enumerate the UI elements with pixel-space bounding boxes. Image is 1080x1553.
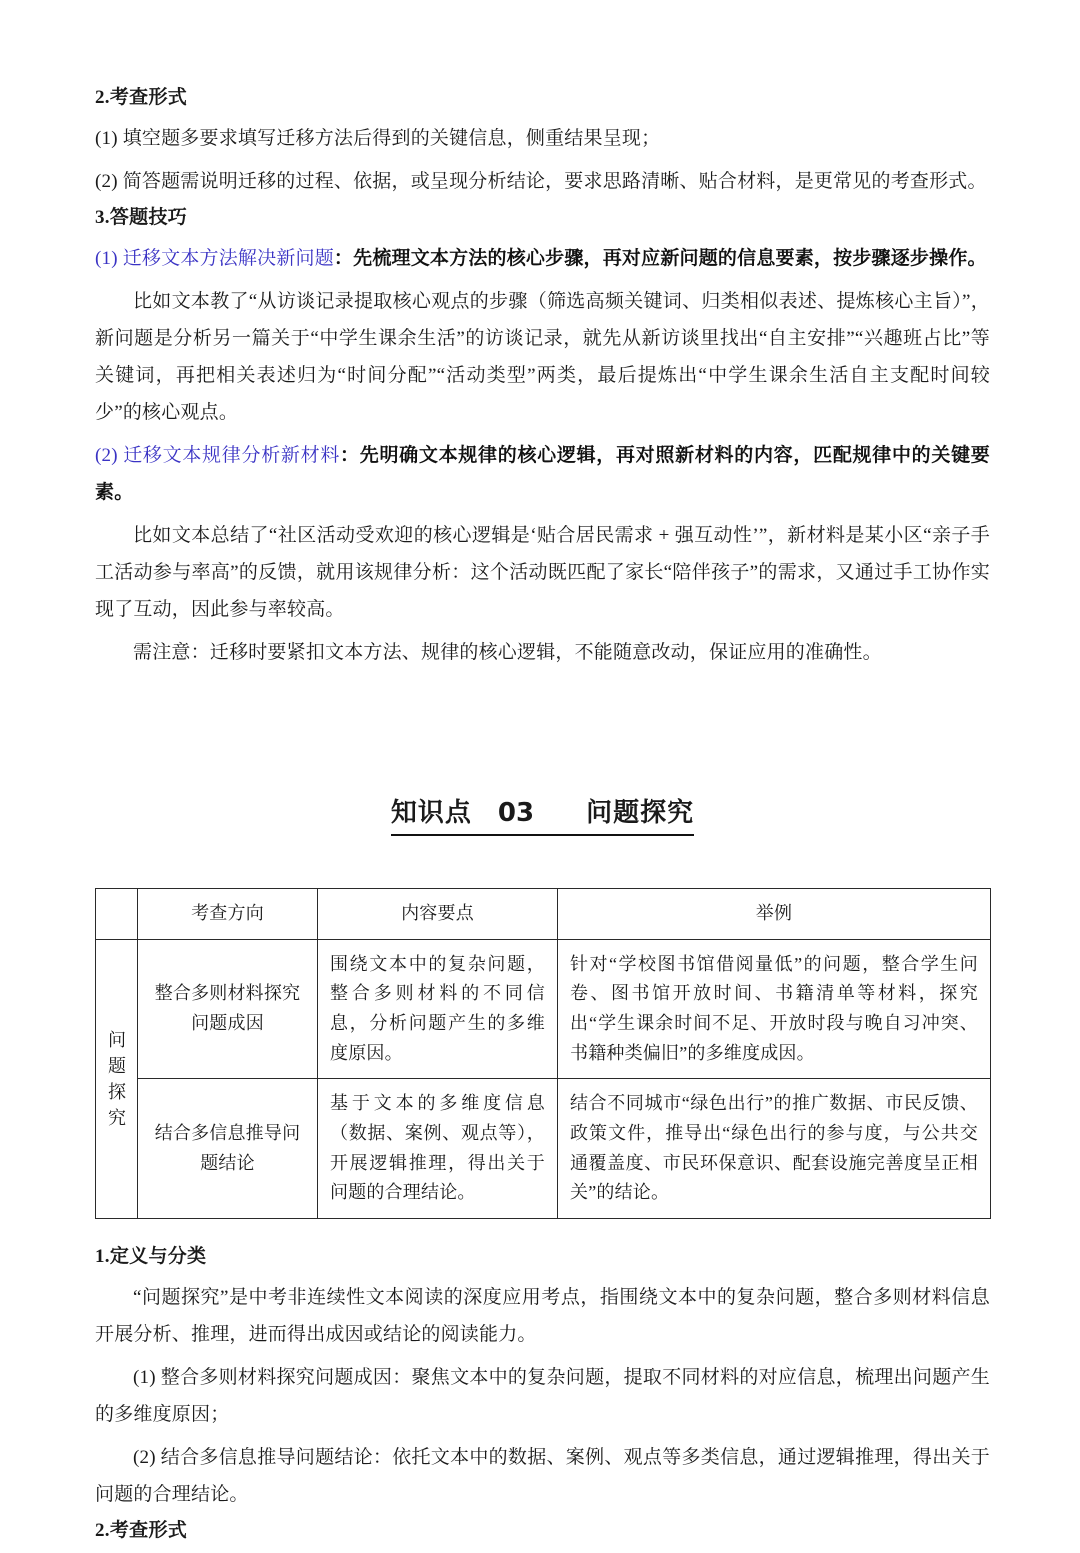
table-header-points: 内容要点 [318, 888, 558, 939]
skill-2-label: 迁移文本规律分析新材料 [123, 444, 341, 466]
skill-2-title [95, 437, 990, 511]
skill-2-marker: (2) [95, 444, 124, 466]
row2-example: 结合不同城市“绿色出行”的推广数据、市民反馈、政策文件，推导出“绿色出行的参与度，与公共交通覆盖度、市民环保意识、配套设施完善度呈正相关”的结论。 [558, 1079, 991, 1219]
group-char-2: 题 [108, 1055, 127, 1076]
knowledge-point-title [391, 797, 694, 836]
skill-1-title [95, 240, 990, 277]
spacer-before-table [95, 836, 990, 888]
row2-points: 基于文本的多维度信息（数据、案例、观点等），开展逻辑推理，得出关于问题的合理结论。 [318, 1079, 558, 1219]
skill-1-label: 迁移文本方法解决新问题 [122, 247, 334, 269]
group-char-4: 究 [108, 1107, 127, 1128]
definition-item-2: (2) 结合多信息推导问题结论：依托文本中的数据、案例、观点等多类信息，通过逻辑推理，得出关于问题的合理结论。 [95, 1447, 990, 1506]
group-char-3: 探 [108, 1081, 127, 1102]
knowledge-point-prefix: 知识点 [390, 798, 472, 829]
vertical-spacer [95, 677, 990, 797]
row1-points: 围绕文本中的复杂问题，整合多则材料的不同信息，分析问题产生的多维度原因。 [318, 939, 558, 1079]
table-group-label [96, 939, 138, 1219]
heading-answer-skills: 3.答题技巧 [95, 206, 188, 228]
group-char-1: 问 [108, 1029, 127, 1050]
row1-direction: 整合多则材料探究问题成因 [138, 939, 318, 1079]
skill-2-example: 比如文本总结了“社区活动受欢迎的核心逻辑是‘贴合居民需求 + 强互动性’”，新材料是某小区“亲子手工活动参与率高”的反馈，就用该规律分析：这个活动既匹配了家长“陪伴孩子”的需求，又通过手工协作实现了互动，因此参与率较高。 [95, 524, 990, 621]
spacer-after-table [95, 1219, 990, 1245]
exam-format-item-1: (1) 填空题多要求填写迁移方法后得到的关键信息，侧重结果呈现； [95, 127, 661, 149]
table-corner-cell [96, 888, 138, 939]
table-header-row [96, 888, 991, 939]
knowledge-table [95, 888, 991, 1219]
knowledge-point-number: 03 [497, 798, 535, 829]
definition-item-1: (1) 整合多则材料探究问题成因：聚焦文本中的复杂问题，提取不同材料的对应信息，梳理出问题产生的多维度原因； [95, 1366, 990, 1425]
knowledge-point-title-wrap [95, 797, 990, 836]
table-row [96, 1079, 991, 1219]
page-content [95, 86, 990, 1553]
heading-exam-format-1: 2.考查形式 [95, 87, 188, 108]
skill-1-marker: (1) [95, 247, 123, 269]
skill-2-description: ：先明确文本规律的核心逻辑，再对照新材料的内容，匹配规律中的关键要素。 [95, 444, 990, 503]
skill-1-example: 比如文本教了“从访谈记录提取核心观点的步骤（筛选高频关键词、归类相似表述、提炼核心主旨）”，新问题是分析另一篇关于“中学生课余生活”的访谈记录，就先从新访谈里找出“自主安排”“兴趣班占比”等关键词，再把相关表述归为“时间分配”“活动类型”两类，最后提炼出“中学生课余生活自主支配时间较少”的核心观点。 [95, 290, 990, 423]
table-row [96, 939, 991, 1079]
heading-definition: 1.定义与分类 [95, 1246, 207, 1268]
row1-example: 针对“学校图书馆借阅量低”的问题，整合学生问卷、图书馆开放时间、书籍清单等材料，探究出“学生课余时间不足、开放时段与晚自习冲突、书籍种类偏旧”的多维度成因。 [558, 939, 991, 1079]
heading-exam-format-2: 2.考查形式 [95, 1520, 188, 1542]
knowledge-table-wrap [95, 888, 990, 1219]
knowledge-point-name: 问题探究 [586, 798, 695, 829]
skills-note: 需注意：迁移时要紧扣文本方法、规律的核心逻辑，不能随意改动，保证应用的准确性。 [133, 642, 882, 664]
table-header-example: 举例 [558, 888, 991, 939]
table-header-direction: 考查方向 [138, 888, 318, 939]
exam-format-item-2: (2) 简答题需说明迁移的过程、依据，或呈现分析结论，要求思路清晰、贴合材料，是更常见的考查形式。 [95, 170, 987, 192]
skill-1-description: ：先梳理文本方法的核心步骤，再对应新问题的信息要素，按步骤逐步操作。 [333, 247, 987, 269]
definition-intro: “问题探究”是中考非连续性文本阅读的深度应用考点，指围绕文本中的复杂问题，整合多则材料信息开展分析、推理，进而得出成因或结论的阅读能力。 [95, 1286, 990, 1345]
row2-direction: 结合多信息推导问题结论 [138, 1079, 318, 1219]
